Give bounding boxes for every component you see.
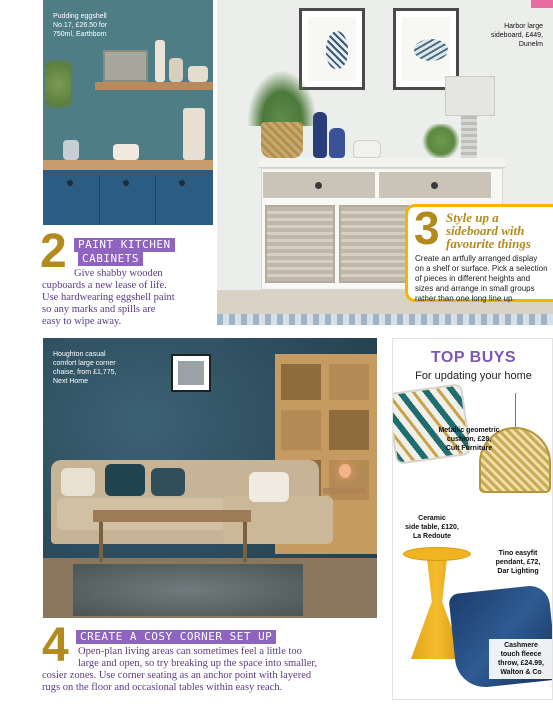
blue-vase <box>329 128 345 158</box>
body-line: Use hardwearing eggshell paint <box>42 292 175 303</box>
tip-2-heading-line-2: CABINETS <box>78 252 143 266</box>
caption-line: No.17, £26.50 for <box>53 22 108 29</box>
tip-3-body <box>415 254 553 304</box>
sideboard-drawer <box>263 172 375 198</box>
white-bowl <box>353 140 381 158</box>
caption-line: Walton & Co <box>500 669 542 676</box>
top-buys-panel <box>392 338 553 700</box>
side-table <box>323 488 365 494</box>
jar <box>188 66 208 82</box>
body-line: Give shabby wooden <box>74 268 163 279</box>
caption-line: 750ml, Earthborn <box>53 31 107 38</box>
tip-2-heading-line-1: PAINT KITCHEN <box>74 238 175 252</box>
body-line: on a shelf or surface. Pick a selection <box>415 264 548 273</box>
door-divider <box>99 175 100 225</box>
caption-line: sideboard, £449, <box>490 32 543 39</box>
caption-line: cushion, £28, <box>446 436 492 443</box>
louvre-door <box>339 205 409 283</box>
woven-planter <box>261 122 303 158</box>
tip-2-number: 2 <box>40 225 67 278</box>
caption-line: Harbor large <box>504 23 543 30</box>
cupboard-knob <box>67 180 73 186</box>
body-line: cupboards a new lease of life. <box>42 280 167 291</box>
turtle-illustration <box>414 39 448 61</box>
caption-line: touch fleece <box>500 651 542 658</box>
body-line: rugs on the floor and occasional tables within easy reach. <box>42 682 283 693</box>
lamp-shade <box>445 76 495 116</box>
coffee-table <box>93 510 251 522</box>
body-line: sizes and arrange in small groups <box>415 284 535 293</box>
caption-line: Dar Lighting <box>497 568 539 575</box>
caption-line: Metallic geometric <box>438 427 500 434</box>
lamp-base <box>461 116 477 158</box>
sideboard-drawer <box>379 172 491 198</box>
potted-plant <box>421 124 461 158</box>
top-buys-title: TOP BUYS <box>430 349 517 366</box>
wooden-shelf <box>95 82 213 90</box>
shell-illustration <box>326 31 348 69</box>
cupboard-knob <box>123 180 129 186</box>
bottle <box>155 40 165 82</box>
decor-tray <box>103 50 148 82</box>
tip-3-heading <box>446 211 531 250</box>
top-buys-subtitle: For updating your home <box>415 370 532 382</box>
body-line: so any marks and spills are <box>42 304 156 315</box>
body-line: of pieces in different heights and <box>415 274 531 283</box>
caption-line: pendant, £72, <box>495 559 541 566</box>
body-line: rather than one long line up. <box>415 294 515 303</box>
glowing-lamp <box>339 464 351 478</box>
body-line: large and open, so try breaking up the space into smaller, <box>78 658 318 669</box>
caption-line: Next Home <box>53 378 89 385</box>
caption-line: side table, £120, <box>405 524 459 531</box>
patterned-rug <box>217 314 553 325</box>
tip-3-number: 3 <box>414 202 440 254</box>
door-divider <box>155 175 156 225</box>
page-corner-tab <box>531 0 553 8</box>
caption-line: chaise, from £1,775, <box>53 369 117 376</box>
product-caption-throw <box>489 639 553 679</box>
sideboard-photo-caption <box>491 22 543 49</box>
cushion <box>105 464 145 496</box>
pendant-cord <box>515 393 516 429</box>
caption-line: Tino easyfit <box>498 550 538 557</box>
heading-line: favourite things <box>446 236 531 251</box>
tip-2-body <box>42 268 218 328</box>
heading-line: Style up a <box>446 210 499 225</box>
caption-line: Cashmere <box>504 642 538 649</box>
louvre-door <box>265 205 335 283</box>
ceramic-pot <box>113 144 139 160</box>
tip-4-number: 4 <box>42 619 69 672</box>
tip-4-heading: CREATE A COSY CORNER SET UP <box>76 630 276 644</box>
sideboard-top <box>259 158 505 168</box>
caption-line: throw, £24.99, <box>497 660 545 667</box>
product-caption-pendant <box>487 549 549 576</box>
worktop <box>43 160 213 170</box>
framed-picture <box>171 354 211 392</box>
table-leg <box>243 522 247 562</box>
living-photo-caption <box>53 350 116 386</box>
body-line: cosier zones. Use corner seating as an anchor point with layered <box>42 670 312 681</box>
heading-line: sideboard with <box>446 223 525 238</box>
photo-kitchen-shelf <box>43 0 213 225</box>
caption-line: Cult Furniture <box>445 445 493 452</box>
caption-line: Houghton casual <box>53 351 106 358</box>
table-leg <box>99 522 103 562</box>
caption-line: Dunelm <box>518 41 543 48</box>
tip-3-callout <box>405 204 553 302</box>
caption-line: La Redoute <box>412 533 452 540</box>
caption-line: Pudding eggshell <box>53 13 107 20</box>
tip-4-body <box>42 646 382 694</box>
aloe-plant <box>247 70 317 126</box>
hanging-plant <box>45 60 71 120</box>
photo-living-room <box>43 338 377 618</box>
cupboard-knob <box>179 180 185 186</box>
product-caption-cushion <box>433 426 505 453</box>
body-line: Create an artfully arranged display <box>415 254 538 263</box>
body-line: easy to wipe away. <box>42 316 122 327</box>
faux-fur-cushion <box>249 472 289 502</box>
jar <box>169 58 183 82</box>
layered-rug <box>73 564 303 616</box>
blue-vase <box>313 112 327 158</box>
cushion <box>61 468 95 496</box>
painted-cupboard <box>43 170 213 225</box>
caption-line: Ceramic <box>418 515 446 522</box>
utensil-pot <box>183 108 205 160</box>
product-caption-side-table <box>399 514 465 541</box>
body-line: Open-plan living areas can sometimes feel a little too <box>78 646 302 657</box>
kitchen-photo-caption <box>53 12 107 39</box>
caption-line: comfort large corner <box>53 360 116 367</box>
glass-dome <box>63 140 79 160</box>
cushion <box>151 468 185 496</box>
